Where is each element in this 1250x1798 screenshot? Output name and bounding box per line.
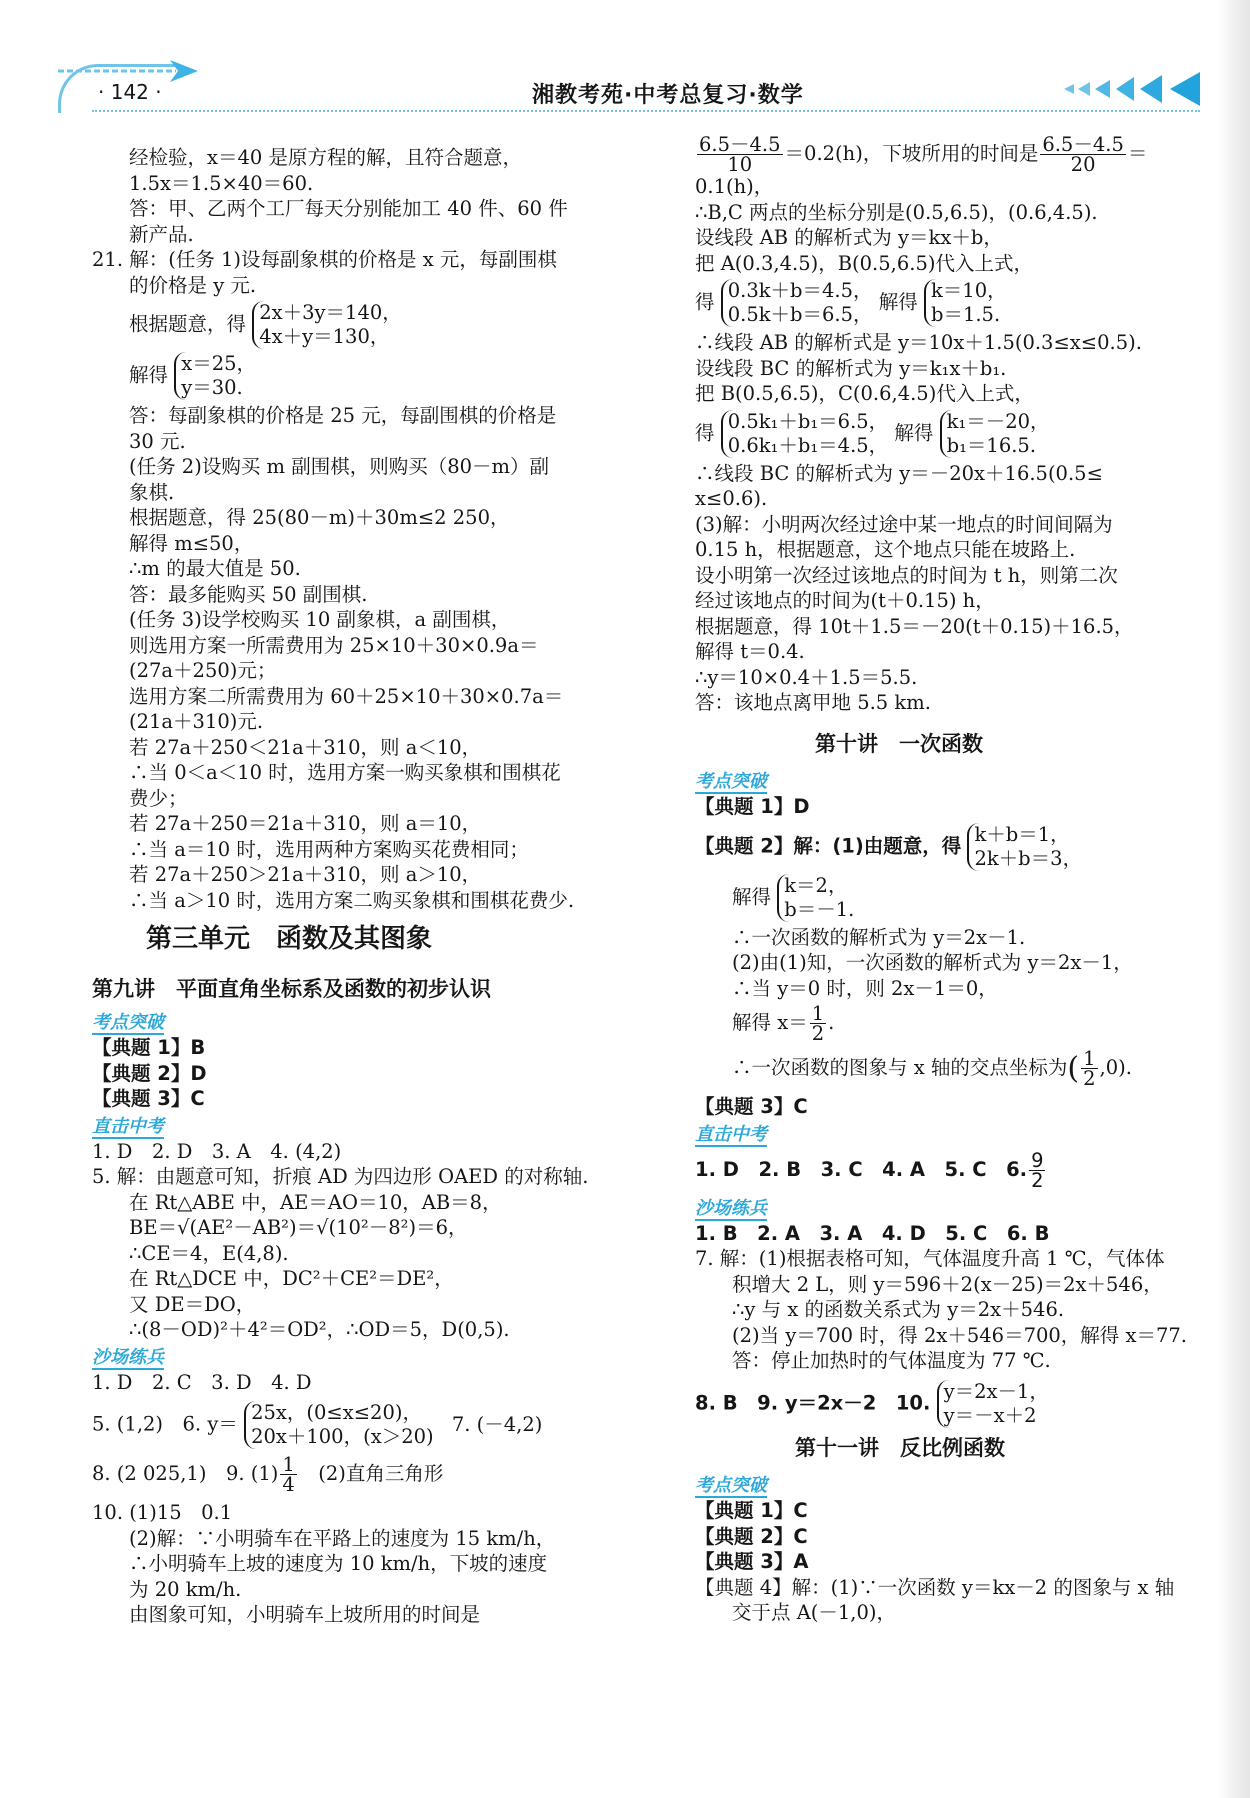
answer-line: 1. B 2. A 3. A 4. D 5. C 6. B (695, 1221, 1050, 1245)
text-line: 答：每副象棋的价格是 25 元，每副围棋的价格是 (129, 404, 557, 427)
question-5 (92, 1164, 612, 1343)
answer-line-5-7: 5. (1,2) 6. y＝ 25x，(0≤x≤20)， 20x＋100，(x＞20) 7. (－4,2) (92, 1401, 543, 1448)
text-line: 若 27a＋250＞21a＋310，则 a＞10， (129, 863, 482, 886)
solution-system: k₁＝－20， b₁＝16.5. (940, 410, 1050, 458)
text-line: ∴线段 AB 的解析式是 y＝10x＋1.5(0.3≤x≤0.5). (695, 331, 1142, 354)
text-block (695, 330, 1170, 407)
text-line: 5. 解：由题意可知，折痕 AD 为四边形 OAED 的对称轴. (92, 1165, 589, 1188)
fraction: $\frac{1}{2}$ (1083, 1047, 1096, 1090)
solution-system-line: 解得 k＝2， b＝－1. (732, 873, 855, 921)
text-line: ∴当 a＞10 时，选用方案二购买象棋和围棋花费少. (129, 888, 575, 912)
solution-system-line: 解得 x＝25， y＝30. (129, 352, 257, 399)
text-line: ∴B,C 两点的坐标分别是(0.5,6.5)，(0.6,4.5). (695, 200, 1098, 224)
left-column (92, 145, 612, 1628)
text-line: (3)解：小明两次经过途中某一地点的时间间隔为 (695, 512, 1113, 536)
section-tag-shachang: 沙场练兵 (92, 1346, 164, 1368)
text-line: 象棋. (129, 480, 175, 504)
question-21: 21. 解：(任务 1)设每副象棋的价格是 x 元，每副围棋 (92, 248, 557, 271)
text-line: 为 20 km/h. (129, 1577, 242, 1601)
text-line: 选用方案二所需费用为 60＋25×10＋30×0.7a＝ (129, 684, 564, 708)
text-line: 又 DE＝DO， (129, 1292, 256, 1316)
answer-line: 【典题 3】C (92, 1087, 205, 1110)
fraction-line: $\frac{6.5-4.5}{10}$ ＝0.2(h)，下坡所用的时间是 $\frac{6.5-4.5}{20}$ ＝ (699, 133, 1148, 176)
text-line: 由图象可知，小明骑车上坡所用的时间是 (129, 1603, 481, 1626)
text-line: 答：甲、乙两个工厂每天分别能加工 40 件、60 件 (129, 197, 568, 220)
running-title: 湘教考苑·中考总复习·数学 (532, 83, 804, 108)
piecewise-function: 25x，(0≤x≤20)， 20x＋100，(x＞20) (244, 1401, 434, 1449)
text-line: BE＝√(AE²－AB²)＝√(10²－8²)＝6， (129, 1216, 468, 1239)
fraction: $\frac{1}{2}$ (811, 1002, 825, 1045)
lecture-10-title: 第十讲 一次函数 (815, 731, 983, 756)
text-line: (2)当 y＝700 时，得 2x＋546＝700，解得 x＝77. (732, 1323, 1188, 1347)
header-triangles-icon (1060, 72, 1210, 106)
text-line: 1.5x＝1.5×40＝60. (129, 171, 314, 195)
fraction: $\frac{6.5-4.5}{10}$ (699, 133, 781, 176)
question-7 (695, 1246, 1188, 1374)
text-line: ∴CE＝4，E(4,8). (129, 1241, 289, 1265)
text-line: (2)由(1)知，一次函数的解析式为 y＝2x－1， (732, 951, 1133, 974)
text-line: 设线段 AB 的解析式为 y＝kx＋b， (695, 226, 1003, 249)
text-line: 根据题意，得 10t＋1.5＝－20(t＋0.15)＋16.5， (695, 614, 1134, 638)
text-line: 设小明第一次经过该地点的时间为 t h，则第二次 (695, 563, 1118, 587)
text-line: 则选用方案一所需费用为 25×10＋30×0.9a＝ (129, 633, 539, 657)
section-tag-zhiji: 直击中考 (695, 1123, 767, 1145)
equation-system-line: 根据题意，得 2x＋3y＝140， 4x＋y＝130， (129, 301, 402, 348)
equation-system: 0.5k₁＋b₁＝6.5， 0.6k₁＋b₁＝4.5， (721, 410, 888, 458)
equation-system: k＋b＝1， 2k＋b＝3， (967, 823, 1082, 871)
text-line: 30 元. (129, 429, 186, 453)
equation-system: 0.3k＋b＝4.5， 0.5k＋b＝6.5， (721, 279, 873, 327)
answer-line: 【典题 2】D (92, 1061, 207, 1085)
section-tag-shachang: 沙场练兵 (695, 1197, 767, 1219)
solution-system: x＝25， y＝30. (174, 352, 256, 400)
text-line: 0.1(h)， (695, 175, 774, 198)
text-line: 0.15 h，根据题意，这个地点只能在坡路上. (695, 538, 1076, 561)
text-line: ∴当 y＝0 时，则 2x－1＝0， (732, 976, 998, 1000)
answer-line: 1. D 2. C 3. D 4. D (92, 1370, 312, 1394)
answer-line: 【典题 1】D (695, 795, 810, 818)
page-number: · 142 · (98, 80, 162, 104)
lecture-9-title: 第九讲 平面直角坐标系及函数的初步认识 (92, 976, 491, 1001)
header-arrow-icon (58, 60, 198, 82)
text-line: 解得 t＝0.4. (695, 640, 805, 663)
text-line: 把 A(0.3,4.5)，B(0.5,6.5)代入上式， (695, 251, 1033, 275)
text-line: 7. 解：(1)根据表格可知，气体温度升高 1 ℃，气体体 (695, 1247, 1165, 1270)
text-line: ∴y＝10×0.4＋1.5＝5.5. (695, 665, 918, 689)
answer-line-8-10: 8. B 9. y＝2x－2 10. y＝2x－1， y＝－x＋2 (695, 1379, 1049, 1427)
text-line: ∴一次函数的解析式为 y＝2x－1. (732, 925, 1026, 949)
text-line: 设线段 BC 的解析式为 y＝k₁x＋b₁. (695, 356, 1007, 380)
text-line: 答：最多能购买 50 副围棋. (129, 582, 368, 606)
answer-line: 【典题 1】C (695, 1499, 808, 1522)
text-line: (任务 3)设学校购买 10 副象棋，a 副围棋， (129, 608, 511, 631)
answer-line: 1. D 2. D 3. A 4. (4,2) (92, 1139, 342, 1163)
text-line: ∴小明骑车上坡的速度为 10 km/h，下坡的速度 (129, 1552, 548, 1575)
text-line: 【典题 4】解：(1)∵一次函数 y＝kx－2 的图象与 x 轴 (695, 1575, 1175, 1599)
answer-line-8-9: 8. (2 025,1) 9. (1) $\frac{1}{4}$ (2)直角三角形 (92, 1453, 444, 1496)
text-line: (2)解：∵小明骑车在平路上的速度为 15 km/h， (129, 1526, 556, 1550)
page-edge (1218, 0, 1250, 1798)
answer-line: 【典题 3】A (695, 1550, 809, 1573)
text-line: 若 27a＋250＜21a＋310，则 a＜10， (129, 735, 482, 759)
text-line: 解得 x＝ $\frac{1}{2}$ . (732, 1002, 835, 1045)
section-tag-zhiji: 直击中考 (92, 1115, 164, 1137)
question-10 (92, 1500, 612, 1628)
text-block (695, 461, 1170, 716)
text-line: (21a＋310)元. (129, 710, 264, 733)
text-line: 答：该地点离甲地 5.5 km. (695, 691, 931, 714)
q21-rest (92, 403, 612, 913)
text-line: 新产品. (129, 222, 194, 246)
text-line: 的价格是 y 元. (129, 273, 257, 297)
fraction: $\frac{9}{2}$ (1031, 1148, 1044, 1192)
answer-line: 【典题 2】C (695, 1524, 808, 1548)
answer-line: 【典题 1】B (92, 1036, 206, 1059)
text-line: ∴y 与 x 的函数关系式为 y＝2x＋546. (732, 1298, 1065, 1321)
section-tag-kaodian: 考点突破 (695, 771, 767, 792)
text-line: 在 Rt△DCE 中，DC²＋CE²＝DE²， (129, 1267, 454, 1290)
text-line: 答：停止加热时的气体温度为 77 ℃. (732, 1349, 1051, 1372)
text-line: ∴一次函数的图象与 x 轴的交点坐标为( $\frac{1}{2}$ ,0). (732, 1047, 1132, 1090)
text-line: ∴当 0＜a＜10 时，选用方案一购买象棋和围棋花 (129, 761, 561, 784)
section-tag-kaodian: 考点突破 (92, 1012, 164, 1033)
equation-system: y＝2x－1， y＝－x＋2 (937, 1380, 1049, 1428)
text-line: 交于点 A(－1,0)， (732, 1601, 897, 1624)
equation-system-line: 得 0.5k₁＋b₁＝6.5， 0.6k₁＋b₁＝4.5， 解得 k₁＝－20， b₁＝16.5. (695, 409, 1050, 457)
text-line: 经检验，x＝40 是原方程的解，且符合题意， (129, 146, 523, 169)
text-line: 费少； (129, 786, 188, 810)
text-line: 根据题意，得 25(80－m)＋30m≤2 250， (129, 506, 510, 529)
lecture-11-title: 第十一讲 反比例函数 (795, 1435, 1005, 1460)
unit-title: 第三单元 函数及其图象 (146, 924, 433, 954)
text-line: ∴当 a＝10 时，选用两种方案购买花费相同； (129, 837, 529, 861)
right-column (695, 133, 1188, 1626)
text-line: (任务 2)设购买 m 副围棋，则购买（80－m）副 (129, 455, 550, 478)
text-line: 把 B(0.5,6.5)，C(0.6,4.5)代入上式， (695, 382, 1034, 405)
text-line: (27a＋250)元； (129, 659, 277, 682)
text-line: ∴m 的最大值是 50. (129, 557, 301, 580)
text-line: 若 27a＋250＝21a＋310，则 a＝10， (129, 812, 482, 835)
text-block (695, 174, 1170, 276)
answer-line: 1. D 2. B 3. C 4. A 5. C 6. $\frac{9}{2}$ (695, 1148, 1044, 1192)
header-rule (92, 110, 1200, 112)
equation-system-line: 【典题 2】解：(1)由题意，得 k＋b＝1， 2k＋b＝3， (695, 822, 1083, 870)
equation-system-line: 得 0.3k＋b＝4.5， 0.5k＋b＝6.5， 解得 k＝10， b＝1.5. (695, 279, 1007, 326)
equation-system: 2x＋3y＝140， 4x＋y＝130， (252, 301, 402, 349)
text-line: 10. (1)15 0.1 (92, 1501, 233, 1524)
fraction: $\frac{1}{4}$ (282, 1453, 295, 1496)
section-tag-kaodian: 考点突破 (695, 1475, 767, 1496)
text-line: 解得 m≤50， (129, 531, 254, 555)
text-line: 积增大 2 L，则 y＝596＋2(x－25)＝2x＋546， (732, 1272, 1163, 1296)
fraction: $\frac{6.5-4.5}{20}$ (1042, 133, 1124, 176)
answer-line: 【典题 3】C (695, 1095, 808, 1118)
solution-system: k＝2， b＝－1. (777, 874, 854, 922)
text-line: ∴线段 BC 的解析式为 y＝－20x＋16.5(0.5≤ (695, 461, 1103, 485)
text-line: x≤0.6). (695, 487, 768, 510)
text-line: 经过该地点的时间为(t＋0.15) h， (695, 589, 995, 612)
text-line: 在 Rt△ABE 中，AE＝AO＝10，AB＝8， (129, 1190, 502, 1214)
solution-system: k＝10， b＝1.5. (924, 279, 1007, 327)
text-line: ∴(8－OD)²＋4²＝OD²，∴OD＝5，D(0,5). (129, 1318, 510, 1341)
